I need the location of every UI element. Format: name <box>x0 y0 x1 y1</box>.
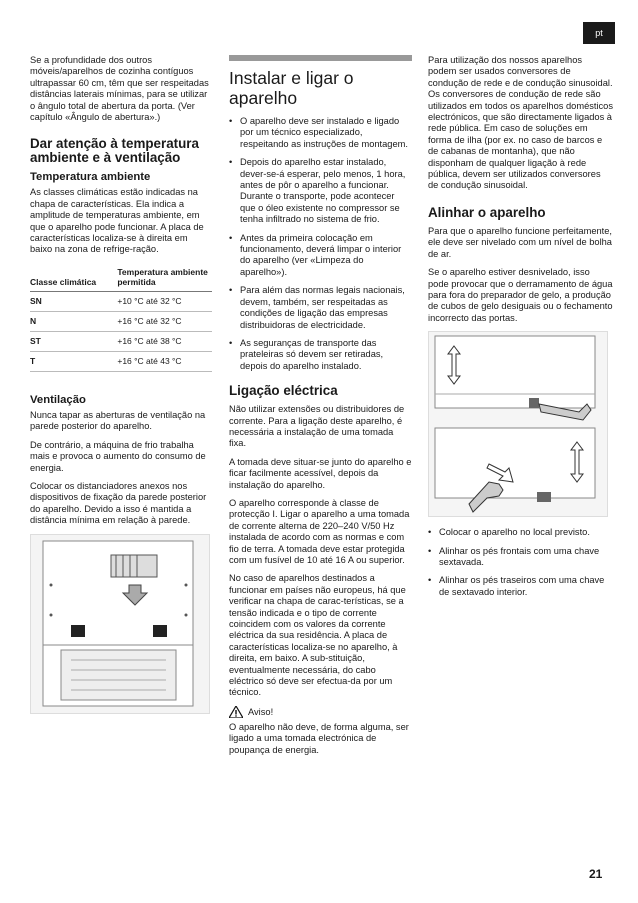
install-list <box>229 116 412 372</box>
spacer-illustration <box>30 534 210 714</box>
heading-install: Instalar e ligar o aparelho <box>229 68 354 108</box>
page-number: 21 <box>589 867 603 881</box>
list-item: • Alinhar os pés frontais com uma chave sextavada. <box>428 546 613 569</box>
ventilation-paragraph-2: De contrário, a máquina de frio trabalha mais e provoca o aumento do consumo de energia. <box>30 439 206 473</box>
ventilation-paragraph-3: Colocar os distanciadores anexos nos dispositivos de fixação da parede posterior do aparelho. Devido a isso é mantida a distância mínima em relação à parede. <box>30 480 207 526</box>
section-bar <box>229 55 412 61</box>
table-cell: N <box>30 311 117 331</box>
column-left <box>30 55 212 714</box>
align-list <box>428 527 613 598</box>
table-cell: SN <box>30 291 117 311</box>
leveling-feet-illustration <box>429 332 607 516</box>
warning-text: O aparelho não deve, de forma alguma, ser ligado a uma tomada electrónica de poupança de energia. <box>229 721 409 755</box>
table-row <box>30 331 212 351</box>
table-cell: ST <box>30 331 117 351</box>
table-cell: +10 °C até 32 °C <box>117 291 212 311</box>
warning-icon <box>229 706 243 718</box>
electrical-paragraph-4: No caso de aparelhos destinados a funcionar em países não europeus, há que verificar na chapa de carac-terísticas, se a tensão indicada e o tipo de corrente coincidem com os valores da corrente eléctrica da sua residência. A placa de características localiza-se no aparelho, à direita, em baixo. A sub-stituição, eventualmente necessária, do cabo eléctrico só deve ser efectua-da por um técnico. <box>229 573 406 698</box>
list-item: • Antes da primeira colocação em funcionamento, deverá limpar o interior do aparelho (ver «Limpeza do aparelho»). <box>229 233 412 279</box>
heading-align: Alinhar o aparelho <box>428 204 546 220</box>
appliance-back-illustration <box>31 535 209 713</box>
column-middle <box>229 55 412 763</box>
align-paragraph-1: Para que o aparelho funcione perfeitamente, ele deve ser nivelado com um nível de bolha de ar. <box>428 225 612 259</box>
list-item: • O aparelho deve ser instalado e ligado por um técnico especializado, respeitando as instruções de montagem. <box>229 116 412 150</box>
table-row <box>30 311 212 331</box>
table-cell: +16 °C até 43 °C <box>117 351 212 371</box>
table-cell: +16 °C até 32 °C <box>117 311 212 331</box>
table-cell: +16 °C até 38 °C <box>117 331 212 351</box>
warning-block <box>229 706 412 718</box>
list-item: • Para além das normas legais nacionais, devem, também, ser respeitadas as condições de ligação das empresas distribuidoras de electricidade. <box>229 285 412 331</box>
heading-electrical: Ligação eléctrica <box>229 383 338 399</box>
ventilation-paragraph-1: Nunca tapar as aberturas de ventilação na parede posterior do aparelho. <box>30 409 206 432</box>
heading-ventilation: Ventilação <box>30 393 86 406</box>
column-right <box>428 55 613 605</box>
table-row <box>30 351 212 371</box>
list-item: • Depois do aparelho estar instalado, dever-se-á esperar, pelo menos, 1 hora, antes de pôr o aparelho a funcionar. Durante o transporte, pode acontecer que o óleo existente no compressor se tenha infiltrado no sistema de frio. <box>229 157 412 225</box>
table-row <box>30 291 212 311</box>
climate-class-table <box>30 263 212 372</box>
table-header-temp: Temperatura ambiente permitida <box>117 263 212 292</box>
table-cell: T <box>30 351 117 371</box>
warning-label: Aviso! <box>248 706 274 717</box>
table-header-class: Classe climática <box>30 263 117 292</box>
heading-attention: Dar atenção à temperatura ambiente e à ventilação <box>30 136 199 166</box>
list-item: • As seguranças de transporte das prateleiras só devem ser retiradas, depois do aparelho instalado. <box>229 338 412 372</box>
list-item: • Colocar o aparelho no local previsto. <box>428 527 613 538</box>
heading-temperature: Temperatura ambiente <box>30 171 151 184</box>
temperature-paragraph: As classes climáticas estão indicadas na chapa de características. Ela indica a amplitude de temperaturas ambiente, em que o aparelho pode funcionar. A placa de características localiza-se à direita em baixo na zona de refrige-ração. <box>30 187 204 255</box>
align-paragraph-2: Se o aparelho estiver desnivelado, isso pode provocar que o derramamento de água para fora do preparador de gelo, a produção de cubos de gelo desiguais ou o fechamento incorrecto das portas. <box>428 267 613 323</box>
list-item: • Alinhar os pés traseiros com uma chave de sextavado interior. <box>428 575 613 598</box>
converter-paragraph: Para utilização dos nossos aparelhos podem ser usados conversores de condução de rede e de condução sinusoidal. Os conversores de condução de rede são utilizados em todos os aparelhos domésticos electrónicos, que são directamente ligados à rede pública. Em caso de soluções em forma de ilha (por ex. no caso de barcos e de cabanas de montanha), que não disponham de qualquer ligação à rede pública, devem ser utilizados conversores de condução sinusoidal. <box>428 55 614 191</box>
electrical-paragraph-1: Não utilizar extensões ou distribuidores de corrente. Para a ligação deste aparelho, é necessária a instalação de uma tomada fixa. <box>229 404 405 449</box>
electrical-paragraph-2: A tomada deve situar-se junto do aparelho e ficar facilmente acessível, depois da instalação do aparelho. <box>229 456 412 490</box>
electrical-paragraph-3: O aparelho corresponde à classe de protecção I. Ligar o aparelho a uma tomada de corrente alterna de 220–240 V/50 Hz instalada de acordo com as normas e com fio de terra. A tomada deve estar protegida com um fusível de 10 até 16 A ou superior. <box>229 497 410 565</box>
language-tab: pt <box>583 22 615 44</box>
intro-paragraph: Se a profundidade dos outros móveis/aparelhos de cozinha contíguos ultrapassar 60 cm, têm que ser respeitadas distâncias laterais mínimas, para se utilizar o ângulo total de abertura da porta. (Ver capítulo «Ângulo de abertura».) <box>30 55 209 123</box>
leveling-illustration <box>428 331 608 517</box>
